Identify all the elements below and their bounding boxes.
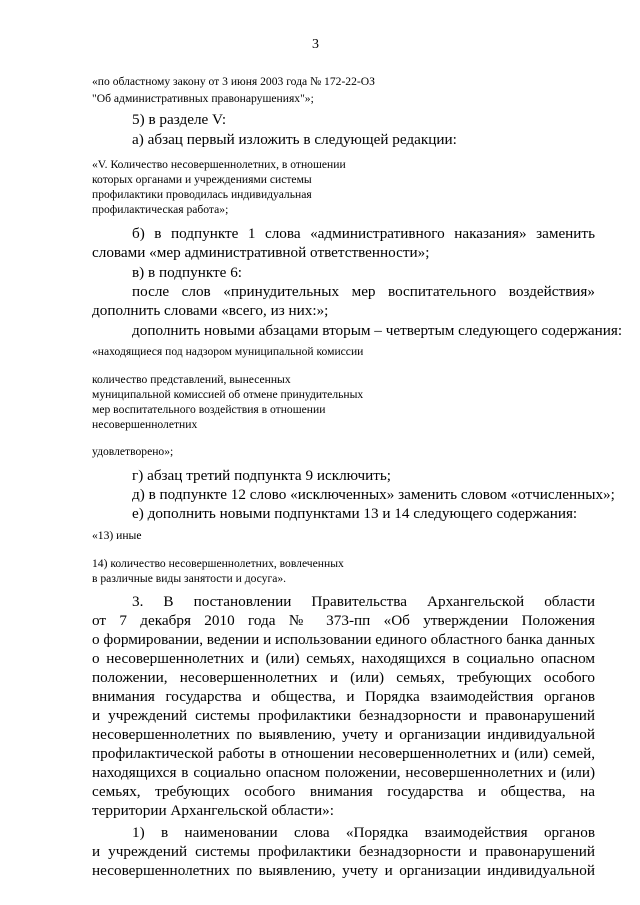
- section-3-1-line-2: и учреждений системы профилактики безнадзорности и правонарушений: [92, 843, 595, 860]
- quote-14-line-1: 14) количество несовершеннолетних, вовлеченных: [92, 557, 344, 570]
- item-v-line-2: дополнить словами «всего, из них:»;: [92, 302, 329, 319]
- quote-v-line-1: «V. Количество несовершеннолетних, в отношении: [92, 158, 346, 171]
- section-3-line-9: профилактической работы в отношении несовершеннолетних и (или) семей,: [92, 745, 595, 762]
- item-v: в) в подпункте 6:: [132, 264, 243, 281]
- quote-law-line-2: "Об административных правонарушениях"»;: [92, 92, 314, 105]
- item-b-line-2: словами «мер административной ответственности»;: [92, 244, 430, 261]
- item-e: е) дополнить новыми подпунктами 13 и 14 следующего содержания:: [132, 505, 578, 522]
- section-3-line-11: семьях, требующих особого внимания государства и общества, на: [92, 783, 595, 800]
- section-3-1-line-3: несовершеннолетних по выявлению, учету и организации индивидуальной: [92, 862, 595, 879]
- section-3-line-3: о формировании, ведении и использовании единого областного банка данных: [92, 631, 596, 648]
- section-3-line-12: территории Архангельской области»:: [92, 802, 334, 819]
- page-number: 3: [312, 37, 319, 52]
- quote-kol-line-1: количество представлений, вынесенных: [92, 373, 291, 386]
- item-d: д) в подпункте 12 слово «исключенных» заменить словом «отчисленных»;: [132, 486, 615, 503]
- item-g: г) абзац третий подпункта 9 исключить;: [132, 467, 391, 484]
- item-5: 5) в разделе V:: [132, 111, 227, 128]
- quote-14-line-2: в различные виды занятости и досуга».: [92, 572, 287, 585]
- section-3-line-5: положении, несовершеннолетних и (или) семьях, требующих особого: [92, 669, 595, 686]
- section-3-line-4: о несовершеннолетних и (или) семьях, находящихся в социально опасном: [92, 650, 595, 667]
- section-3-1-line-1: 1) в наименовании слова «Порядка взаимодействия органов: [132, 824, 595, 841]
- quote-kol-line-3: мер воспитательного воздействия в отношении: [92, 403, 326, 416]
- item-v-add: дополнить новыми абзацами вторым – четвертым следующего содержания:: [132, 322, 623, 339]
- section-3-line-2: от 7 декабря 2010 года № 373-пп «Об утверждении Положения: [92, 612, 595, 629]
- item-b-line-1: б) в подпункте 1 слова «административного наказания» заменить: [132, 225, 595, 242]
- quote-udovletvoreno: удовлетворено»;: [92, 445, 174, 458]
- section-3-line-8: несовершеннолетних по выявлению, учету и организации индивидуальной: [92, 726, 595, 743]
- item-v-line-1: после слов «принудительных мер воспитательного воздействия»: [132, 283, 595, 300]
- quote-kol-line-2: муниципальной комиссией об отмене принудительных: [92, 388, 364, 401]
- quote-v-line-2: которых органами и учреждениями системы: [92, 173, 312, 186]
- section-3-line-10: находящихся в социально опасном положении, несовершеннолетних и (или): [92, 764, 595, 781]
- quote-v-line-3: профилактики проводилась индивидуальная: [92, 188, 312, 201]
- quote-law-line-1: «по областному закону от 3 июня 2003 года № 172-22-ОЗ: [92, 75, 375, 88]
- section-3-line-6: внимания государства и общества, и Порядка взаимодействия органов: [92, 688, 595, 705]
- quote-v-line-4: профилактическая работа»;: [92, 203, 229, 216]
- item-5a: а) абзац первый изложить в следующей редакции:: [132, 131, 457, 148]
- section-3-line-1: 3. В постановлении Правительства Архангельской области: [132, 593, 595, 610]
- quote-nadzor: «находящиеся под надзором муниципальной комиссии: [92, 345, 364, 358]
- quote-13: «13) иные: [92, 529, 142, 542]
- quote-kol-line-4: несовершеннолетних: [92, 418, 198, 431]
- section-3-line-7: и учреждений системы профилактики безнадзорности и правонарушений: [92, 707, 595, 724]
